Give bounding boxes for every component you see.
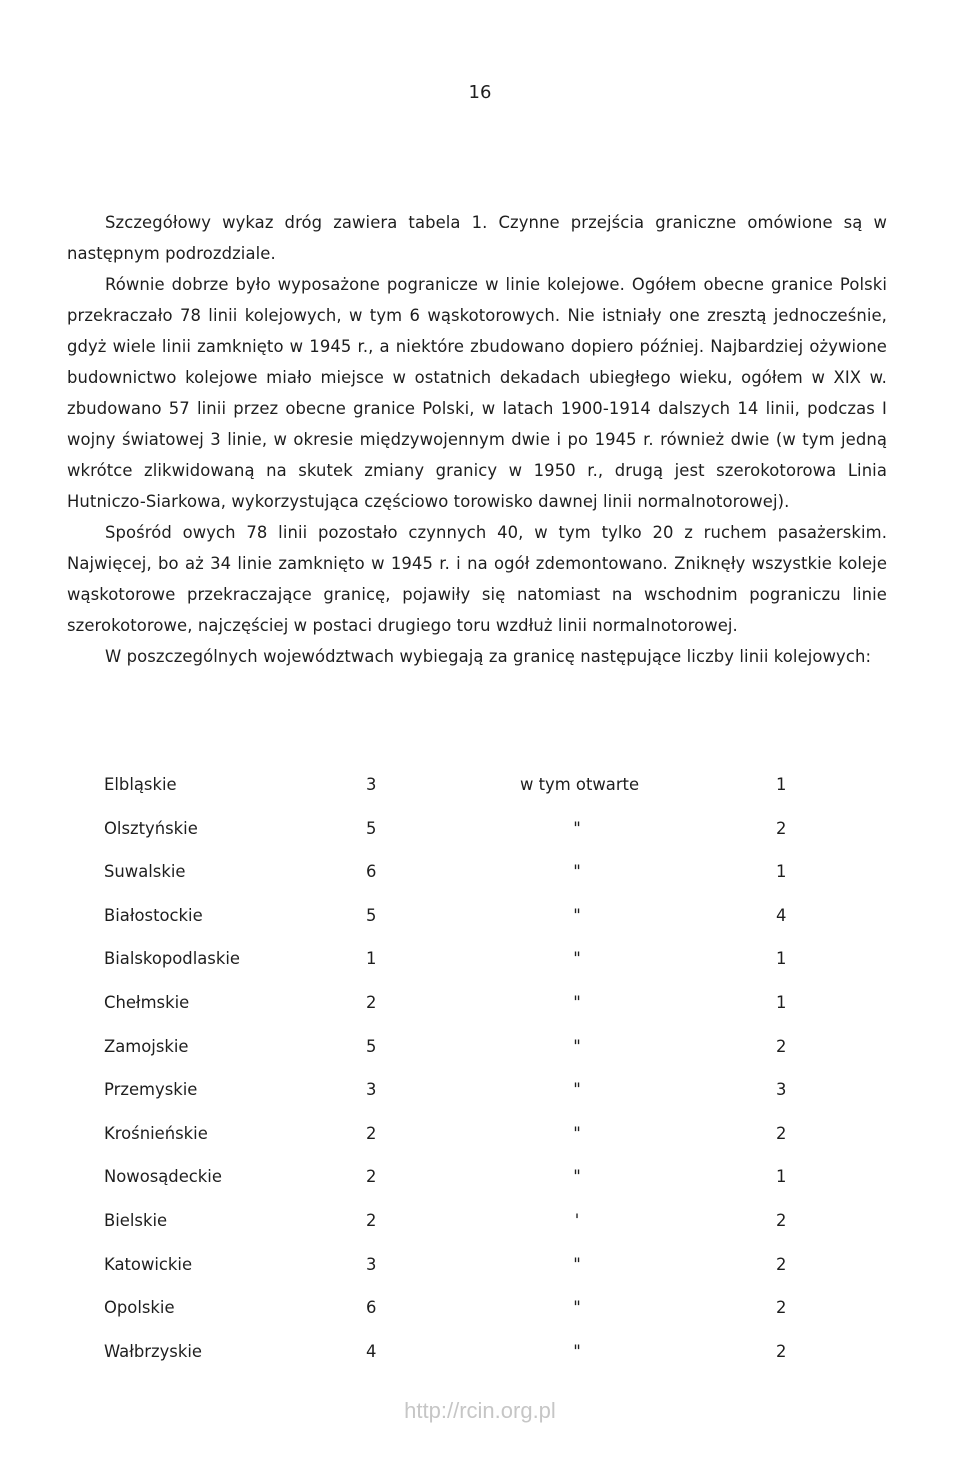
voivodeship-name: Bielskie [104,1210,168,1230]
table-row [0,813,960,857]
total-lines: 5 [366,1036,377,1056]
voivodeship-name: Katowickie [104,1254,193,1274]
total-lines: 3 [366,1254,377,1274]
voivodeship-name: Krośnieńskie [104,1123,208,1143]
open-lines: 1 [776,775,787,794]
voivodeship-name: Wałbrzyskie [104,1341,202,1361]
table-row [0,1292,960,1336]
voivodeship-name: Białostockie [104,905,203,925]
row-note: " [573,949,581,969]
voivodeship-name: Opolskie [104,1298,175,1318]
table-row [0,856,960,900]
voivodeship-name: Olsztyńskie [104,818,198,838]
table-row [0,943,960,987]
row-note: " [573,1341,581,1361]
row-note: " [573,905,581,925]
voivodeship-name: Przemyskie [104,1080,198,1100]
open-lines: 2 [776,1123,787,1143]
paragraph: Szczegółowy wykaz dróg zawiera tabela 1. Czynne przejścia graniczne omówione są w następnym podrozdziale. [67,213,887,263]
total-lines: 2 [366,992,377,1012]
open-lines: 1 [776,949,787,969]
table-row [0,1336,960,1380]
open-lines: 1 [776,1167,787,1187]
table-row [0,1249,960,1293]
table-row [0,1161,960,1205]
voivodeship-name: Bialskopodlaskie [104,949,240,969]
total-lines: 1 [366,949,377,969]
paragraph: W poszczególnych województwach wybiegają za granicę następujące liczby linii kolejowych: [105,647,872,666]
voivodeship-name: Suwalskie [104,862,186,882]
total-lines: 2 [366,1123,377,1143]
open-lines: 2 [776,1298,787,1318]
voivodeship-name: Chełmskie [104,992,190,1012]
total-lines: 3 [366,1080,377,1100]
railway-lines-table [0,769,960,1379]
open-lines: 3 [776,1080,787,1100]
body-text [67,207,887,672]
paragraph: Równie dobrze było wyposażone pogranicze w linie kolejowe. Ogółem obecne granice Polski przekraczało 78 linii kolejowych, w tym 6 wąskotorowych. Nie istniały one zresztą jednocześnie, gdyż wiele linii zamknięto w 1945 r., a niektóre zbudowano dopiero później. Najbardziej ożywione budownictwo kolejowe miało miejsce w ostatnich dekadach ubiegłego wieku, ogółem w XIX w. zbudowano 57 linii przez obecne granice Polski, w latach 1900-1914 dalszych 14 linii, podczas I wojny światowej 3 linie, w okresie międzywojennym dwie i po 1945 r. również dwie (w tym jedną wkrótce zlikwidowaną na skutek zmiany granicy w 1950 r., drugą jest szerokotorowa Linia Hutniczo-Siarkowa, wykorzystująca częściowo torowisko dawnej linii normalnotorowej). [67,275,887,511]
row-note: " [573,992,581,1012]
row-note: " [573,1123,581,1143]
open-lines: 2 [776,1254,787,1274]
open-lines: 2 [776,818,787,838]
row-note: " [573,1254,581,1274]
open-lines: 1 [776,992,787,1012]
total-lines: 5 [366,905,377,925]
total-lines: 5 [366,818,377,838]
voivodeship-name: Nowosądeckie [104,1167,222,1187]
row-note: " [573,1080,581,1100]
voivodeship-name: Elbląskie [104,775,177,794]
open-lines: 1 [776,862,787,882]
open-lines: 2 [776,1036,787,1056]
row-note: w tym otwarte [520,775,640,794]
total-lines: 6 [366,1298,377,1318]
table-row [0,1031,960,1075]
row-note: " [573,818,581,838]
row-note: ' [574,1210,580,1230]
total-lines: 3 [366,775,377,794]
table-row [0,1118,960,1162]
page-number: 16 [468,82,492,103]
table-row [0,1205,960,1249]
row-note: " [573,1036,581,1056]
row-note: " [573,1167,581,1187]
row-note: " [573,862,581,882]
footer-url: http://rcin.org.pl [404,1398,556,1423]
total-lines: 4 [366,1341,377,1361]
total-lines: 6 [366,862,377,882]
table-row [0,769,960,813]
open-lines: 2 [776,1210,787,1230]
open-lines: 2 [776,1341,787,1361]
row-note: " [573,1298,581,1318]
total-lines: 2 [366,1167,377,1187]
table-row [0,1074,960,1118]
open-lines: 4 [776,905,787,925]
total-lines: 2 [366,1210,377,1230]
paragraph: Spośród owych 78 linii pozostało czynnych 40, w tym tylko 20 z ruchem pasażerskim. Najwięcej, bo aż 34 linie zamknięto w 1945 r. i na ogół zdemontowano. Zniknęły wszystkie koleje wąskotorowe przekraczające granicę, pojawiły się natomiast na wschodnim pograniczu linie szerokotorowe, najczęściej w postaci drugiego toru wzdłuż linii normalnotorowej. [67,523,887,635]
voivodeship-name: Zamojskie [104,1036,189,1056]
table-row [0,987,960,1031]
table-row [0,900,960,944]
